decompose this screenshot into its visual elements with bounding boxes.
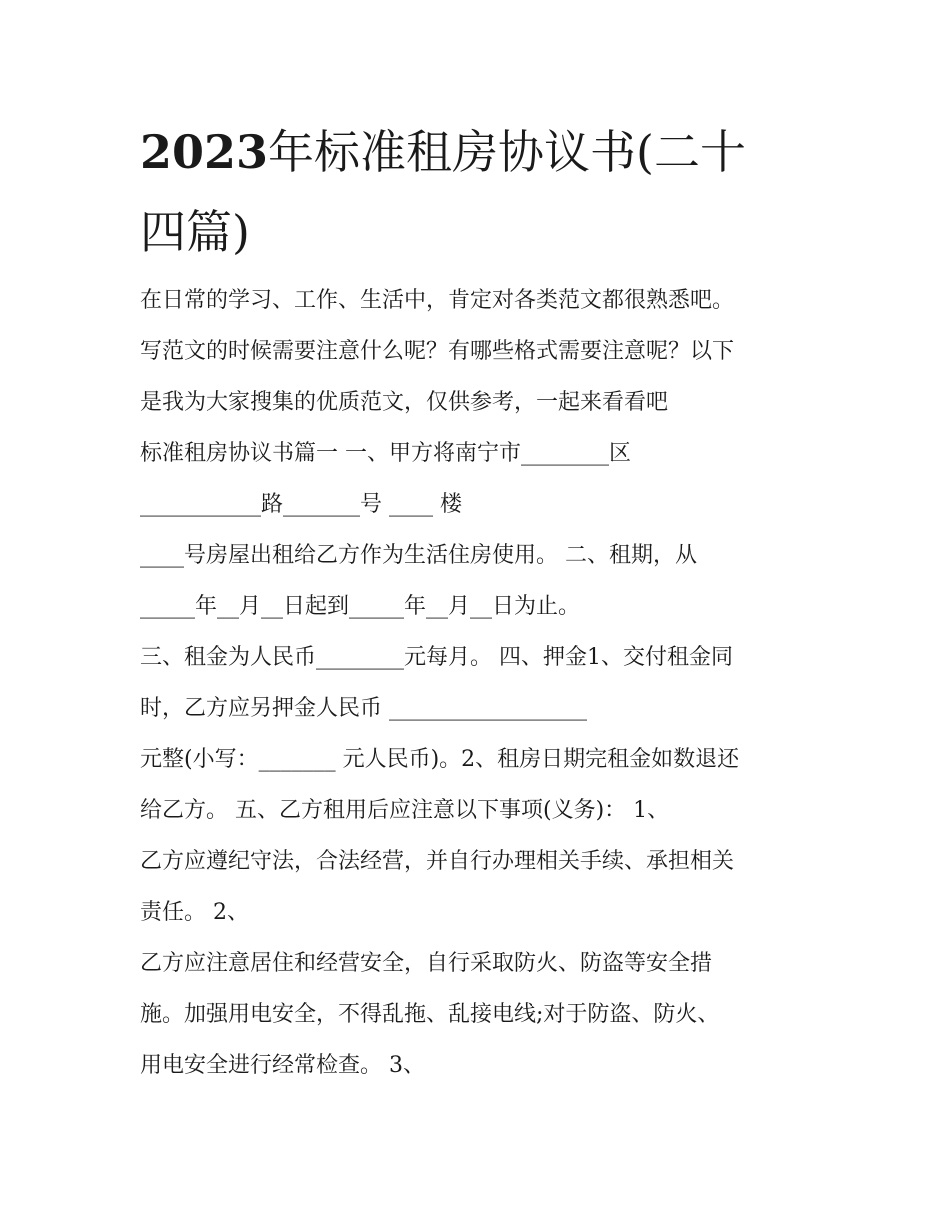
body-line: 乙方应遵纪守法，合法经营，并自行办理相关手续、承担相关 (140, 849, 735, 874)
title-year: 2023 (140, 125, 269, 179)
body-line: 乙方应注意居住和经营安全，自行采取防火、防盗等安全措 (140, 951, 713, 976)
title-text-line2: 四篇) (140, 205, 250, 259)
body-line: 元整(小写：_______ 元人民币)。2、租房日期完租金如数退还 (140, 747, 740, 772)
body-line: 给乙方。 五、乙方租用后应注意以下事项(义务)： 1、 (140, 798, 670, 823)
body-line: 用电安全进行经常检查。 3、 (140, 1053, 425, 1078)
body-line: 施。加强用电安全，不得乱拖、乱接电线;对于防盗、防火、 (140, 1002, 720, 1027)
body-line: _____年__月__日起到_____年__月__日为止。 (140, 594, 581, 619)
body-line: 写范文的时候需要注意什么呢？有哪些格式需要注意呢？以下 (140, 339, 735, 364)
document-title (140, 112, 820, 272)
body-line: 是我为大家搜集的优质范文，仅供参考，一起来看看吧 (140, 390, 669, 415)
body-line: 在日常的学习、工作、生活中，肯定对各类范文都很熟悉吧。 (140, 288, 735, 313)
body-line: 标准租房协议书篇一 一、甲方将南宁市________区 (140, 441, 631, 466)
body-line: 三、租金为人民币________元每月。 四、押金1、交付租金同 (140, 645, 733, 670)
body-line: ____号房屋出租给乙方作为生活住房使用。 二、租期，从 (140, 543, 697, 568)
document-body (140, 275, 830, 1091)
body-line: ___________路_______号 ____ 楼 (140, 492, 462, 517)
body-line: 时，乙方应另押金人民币 __________________ (140, 696, 587, 721)
body-line: 责任。 2、 (140, 900, 249, 925)
title-text-line1: 年标准租房协议书(二十 (268, 125, 746, 179)
